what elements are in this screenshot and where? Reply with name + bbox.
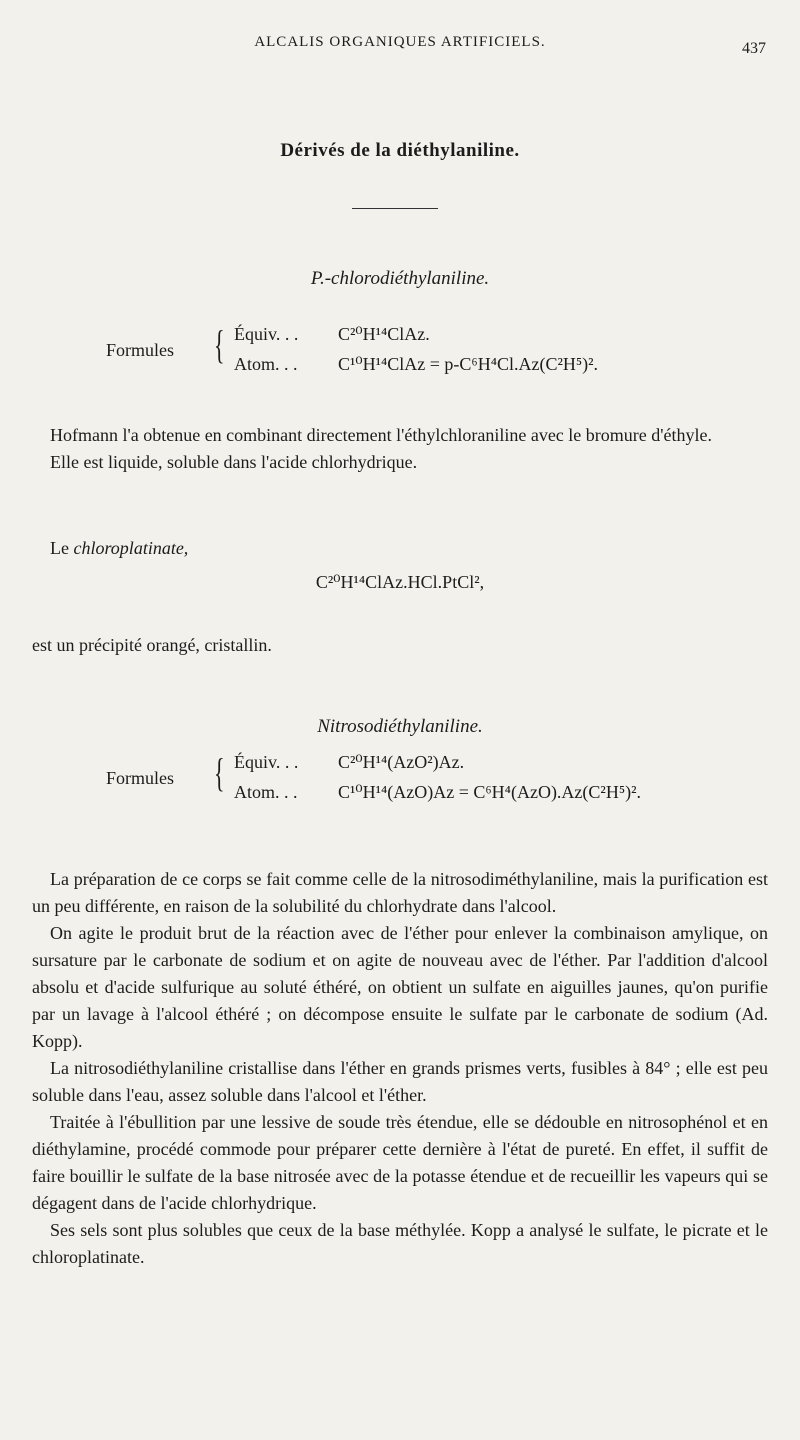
atom-formula: C¹⁰H¹⁴(AzO)Az = C⁶H⁴(AzO).Az(C²H⁵)².	[338, 782, 641, 802]
compound2-formulas	[106, 750, 786, 810]
equiv-formula: C²⁰H¹⁴(AzO²)Az.	[338, 752, 465, 772]
brace-icon: {	[214, 322, 225, 367]
section-title: Dérivés de la diéthylaniline.	[280, 140, 520, 161]
paragraph: est un précipité orangé, cristallin.	[32, 635, 272, 655]
chloroplatinate-intro	[32, 535, 768, 562]
equiv-label: Équiv. . .	[234, 752, 299, 772]
chloroplatinate-prefix: Le	[50, 538, 74, 558]
paragraph: Traitée à l'ébullition par une lessive de soude très étendue, elle se dédouble en nitrosophénol et en diéthylamine, procédé commode pour préparer cette dernière à l'état de pureté. En effet, il suffit de faire bouillir le sulfate de la base nitrosée avec de la potasse étendue et de recueillir les vapeurs qui se dégagent dans de l'acide chlorhydrique.	[32, 1112, 768, 1213]
atom-row	[234, 354, 598, 375]
equiv-label: Équiv. . .	[234, 324, 299, 344]
compound2-text	[32, 866, 768, 1271]
atom-label: Atom. . .	[234, 354, 298, 374]
equiv-formula: C²⁰H¹⁴ClAz.	[338, 324, 430, 344]
chloroplatinate-formula: C²⁰H¹⁴ClAz.HCl.PtCl²,	[315, 572, 485, 592]
paragraph: Ses sels sont plus solubles que ceux de la base méthylée. Kopp a analysé le sulfate, le picrate et le chloroplatinate.	[32, 1220, 768, 1267]
compound1-formulas	[106, 322, 786, 382]
chloroplatinate-description	[32, 632, 768, 659]
compound2-name: Nitrosodiéthylaniline.	[317, 716, 483, 737]
title-rule	[352, 208, 438, 209]
page-number: 437	[742, 40, 766, 57]
paragraph: La nitrosodiéthylaniline cristallise dans l'éther en grands prismes verts, fusibles à 84° ; elle est peu soluble dans l'eau, assez soluble dans l'alcool et l'éther.	[32, 1058, 768, 1105]
compound1-text	[32, 422, 768, 476]
paragraph: Hofmann l'a obtenue en combinant directement l'éthylchloraniline avec le bromure d'éthyle.	[50, 425, 712, 445]
running-head: ALCALIS ORGANIQUES ARTIFICIELS.	[254, 34, 546, 50]
equiv-row	[234, 752, 464, 773]
formulas-label: Formules	[106, 768, 175, 788]
compound1-name: P.-chlorodiéthylaniline.	[310, 268, 490, 289]
chloroplatinate-word: chloroplatinate,	[73, 538, 189, 558]
paragraph: Elle est liquide, soluble dans l'acide chlorhydrique.	[50, 452, 418, 472]
paragraph: On agite le produit brut de la réaction avec de l'éther pour enlever la combinaison amylique, on sursature par le carbonate de sodium et on agite de nouveau avec de l'éther. Par l'addition d'alcool absolu et d'acide sulfurique au soluté éthéré, on obtient un sulfate en aiguilles jaunes, qu'on purifie par un lavage à l'alcool éthéré ; on décompose ensuite le sulfate par le carbonate de sodium (Ad. Kopp).	[32, 923, 768, 1051]
paragraph: La préparation de ce corps se fait comme celle de la nitrosodiméthylaniline, mais la purification est un peu différente, en raison de la solubilité du chlorhydrate dans l'alcool.	[32, 869, 768, 916]
atom-label: Atom. . .	[234, 782, 298, 802]
equiv-row	[234, 324, 430, 345]
brace-icon: {	[214, 750, 225, 795]
atom-formula: C¹⁰H¹⁴ClAz = p-C⁶H⁴Cl.Az(C²H⁵)².	[338, 354, 599, 374]
atom-row	[234, 782, 641, 803]
formulas-label: Formules	[106, 340, 175, 360]
